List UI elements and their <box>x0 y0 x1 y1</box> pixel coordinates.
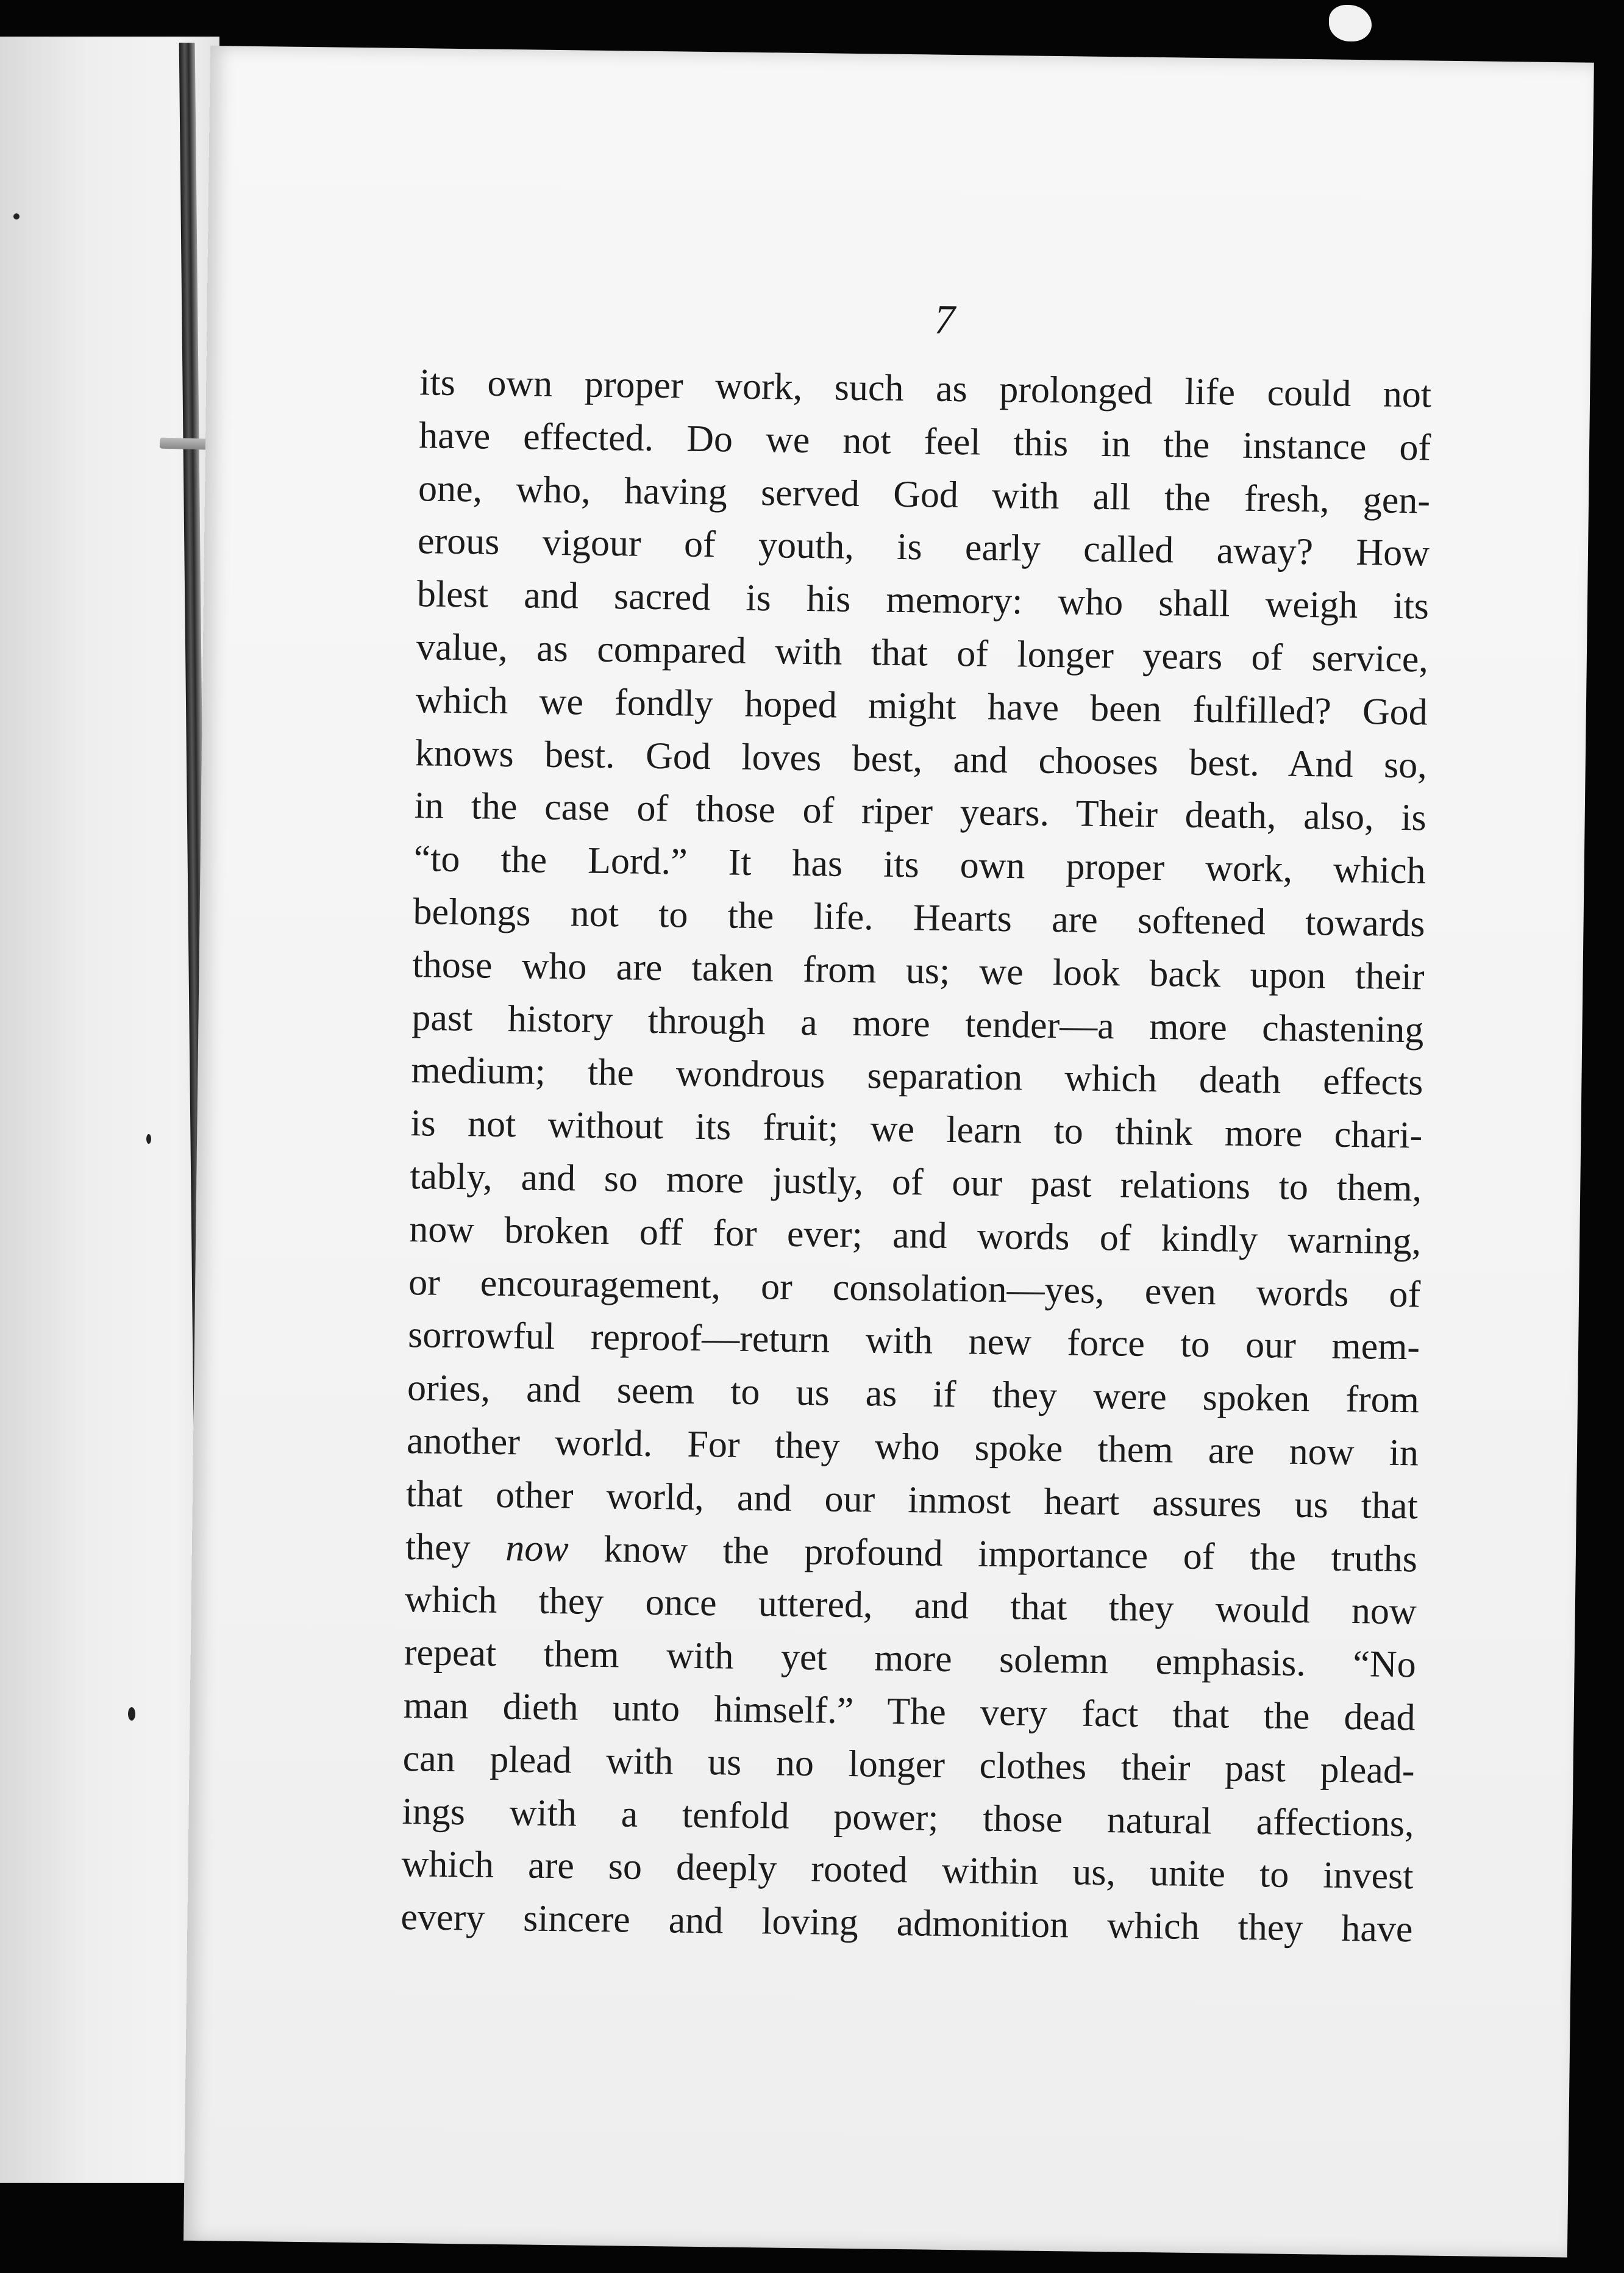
text-line: “to the Lord.” It has its own proper work, which <box>413 838 1426 892</box>
text-line: which we fondly hoped might have been fulfilled? God <box>415 679 1428 733</box>
page-body-text <box>401 356 1432 1956</box>
text-line: belongs not to the life. Hearts are softened towards <box>413 891 1425 945</box>
text-line: blest and sacred is his memory: who shall weigh its <box>416 573 1430 627</box>
text-line: man dieth unto himself.” The very fact that the dead <box>403 1684 1416 1739</box>
text-fragment: know the profound importance of the truths <box>568 1527 1418 1580</box>
text-line: every sincere and loving admonition which they have <box>401 1896 1413 1950</box>
text-line: tably, and so more justly, of our past relations to them, <box>409 1155 1422 1210</box>
text-line: that other world, and our inmost heart assures us that <box>405 1472 1419 1527</box>
text-fragment: they <box>405 1525 506 1569</box>
text-line: knows best. God loves best, and chooses best. And so, <box>415 732 1428 787</box>
text-line: can plead with us no longer clothes their past plead- <box>402 1737 1416 1792</box>
text-line: now broken off for ever; and words of kindly warning, <box>408 1208 1422 1263</box>
italic-word: now <box>505 1527 569 1569</box>
text-line: ings with a tenfold power; those natural affections, <box>402 1790 1414 1844</box>
text-line: another world. For they who spoke them are now in <box>406 1420 1419 1474</box>
text-line: which are so deeply rooted within us, unite to invest <box>401 1843 1414 1897</box>
ink-speck <box>146 1134 151 1144</box>
text-line: repeat them with yet more solemn emphasis. “No <box>404 1632 1417 1686</box>
page-number: 7 <box>934 296 956 343</box>
ink-speck <box>128 1707 135 1721</box>
paper-fragment <box>1329 5 1372 41</box>
text-line: those who are taken from us; we look back upon their <box>412 943 1425 998</box>
book-page <box>183 46 1594 2257</box>
text-line: its own proper work, such as prolonged life could not <box>419 362 1432 416</box>
text-line: medium; the wondrous separation which death effects <box>411 1049 1423 1104</box>
text-line: which they once uttered, and that they would now <box>404 1579 1417 1633</box>
text-line: erous vigour of youth, is early called away? How <box>417 520 1430 574</box>
text-line: in the case of those of riper years. Their death, also, is <box>414 785 1427 839</box>
text-line: sorrowful reproof—return with new force to our mem- <box>407 1314 1420 1368</box>
ink-speck <box>13 213 20 219</box>
text-line: is not without its fruit; we learn to think more chari- <box>410 1102 1423 1157</box>
text-line: value, as compared with that of longer years of service, <box>416 626 1429 680</box>
text-line: one, who, having served God with all the fresh, gen- <box>418 467 1431 522</box>
text-line: have effected. Do we not feel this in the instance of <box>418 415 1431 469</box>
text-line: ories, and seem to us as if they were spoken from <box>407 1367 1420 1421</box>
text-line: past history through a more tender—a more chastening <box>411 996 1424 1051</box>
text-line: or encouragement, or consolation—yes, even words of <box>408 1261 1421 1315</box>
